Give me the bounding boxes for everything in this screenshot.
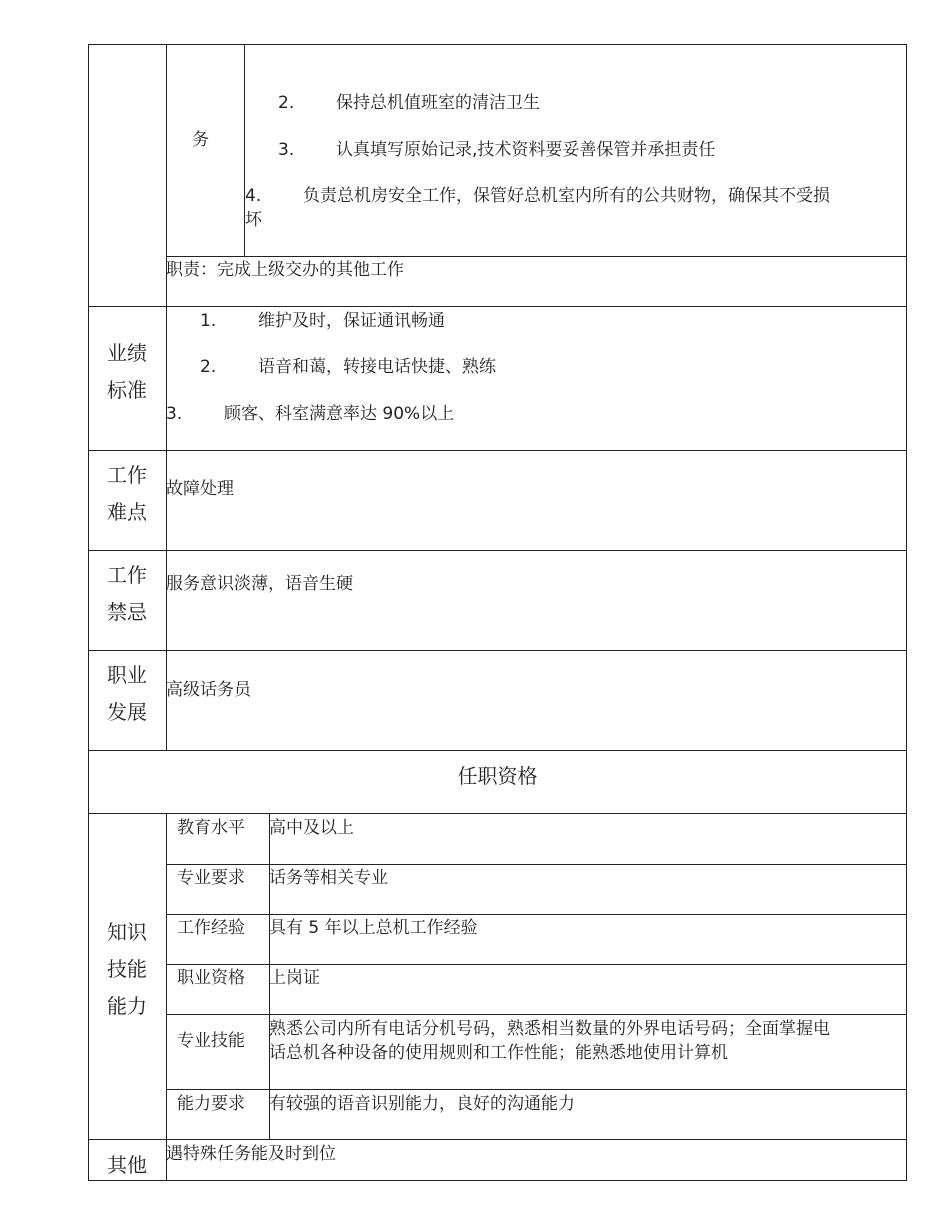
divider bbox=[166, 451, 167, 551]
duty-item: 2. 保持总机值班室的清洁卫生 bbox=[278, 93, 540, 113]
qual-value: 话务等相关专业 bbox=[269, 868, 388, 888]
other-duty: 职责：完成上级交办的其他工作 bbox=[166, 260, 404, 280]
qual-key: 能力要求 bbox=[177, 1094, 245, 1114]
qual-key: 职业资格 bbox=[177, 968, 245, 988]
qual-value: 有较强的语音识别能力，良好的沟通能力 bbox=[269, 1094, 575, 1114]
performance-item: 3. 顾客、科室满意率达 90%以上 bbox=[166, 404, 455, 424]
qual-value: 具有 5 年以上总机工作经验 bbox=[269, 918, 478, 938]
difficulty-label: 工作 难点 bbox=[107, 463, 147, 524]
qual-value: 上岗证 bbox=[269, 968, 320, 988]
divider bbox=[166, 1089, 907, 1090]
taboo-section bbox=[88, 551, 907, 651]
career-label: 职业 发展 bbox=[107, 663, 147, 724]
divider bbox=[166, 1014, 907, 1015]
divider bbox=[166, 864, 907, 865]
qualification-group-label: 知识 技能 能力 bbox=[107, 920, 147, 1018]
divider bbox=[166, 814, 167, 1140]
duty-item: 3. 认真填写原始记录,技术资料要妥善保管并承担责任 bbox=[278, 140, 716, 160]
divider bbox=[166, 914, 907, 915]
career-section bbox=[88, 651, 907, 751]
other-label: 其他 bbox=[107, 1153, 147, 1177]
divider bbox=[166, 964, 907, 965]
qual-value: 高中及以上 bbox=[269, 818, 354, 838]
performance-label: 业绩 标准 bbox=[107, 341, 147, 402]
duty-item-wrap: 坏 bbox=[245, 210, 262, 230]
divider bbox=[166, 651, 167, 751]
duties-label: 务 bbox=[192, 130, 209, 150]
qual-key: 专业技能 bbox=[177, 1031, 245, 1051]
divider bbox=[166, 256, 907, 257]
divider bbox=[166, 307, 167, 451]
qual-key: 专业要求 bbox=[177, 868, 245, 888]
qual-key: 工作经验 bbox=[177, 918, 245, 938]
duty-item: 4. 负责总机房安全工作，保管好总机室内所有的公共财物，确保其不受损 bbox=[245, 186, 830, 206]
difficulty-section bbox=[88, 451, 907, 551]
qualification-title: 任职资格 bbox=[457, 764, 538, 788]
career-value: 高级话务员 bbox=[166, 680, 251, 700]
qual-key: 教育水平 bbox=[177, 818, 245, 838]
taboo-label: 工作 禁忌 bbox=[107, 563, 147, 624]
qual-value-wrap: 话总机各种设备的使用规则和工作性能；能熟悉地使用计算机 bbox=[269, 1043, 728, 1063]
difficulty-value: 故障处理 bbox=[166, 479, 234, 499]
divider bbox=[166, 551, 167, 651]
taboo-value: 服务意识淡薄，语音生硬 bbox=[166, 574, 353, 594]
performance-item: 2. 语音和蔼，转接电话快捷、熟练 bbox=[200, 357, 496, 377]
performance-item: 1. 维护及时，保证通讯畅通 bbox=[200, 311, 445, 331]
qual-value: 熟悉公司内所有电话分机号码，熟悉相当数量的外界电话号码；全面掌握电 bbox=[269, 1019, 830, 1039]
other-value: 遇特殊任务能及时到位 bbox=[166, 1144, 336, 1164]
